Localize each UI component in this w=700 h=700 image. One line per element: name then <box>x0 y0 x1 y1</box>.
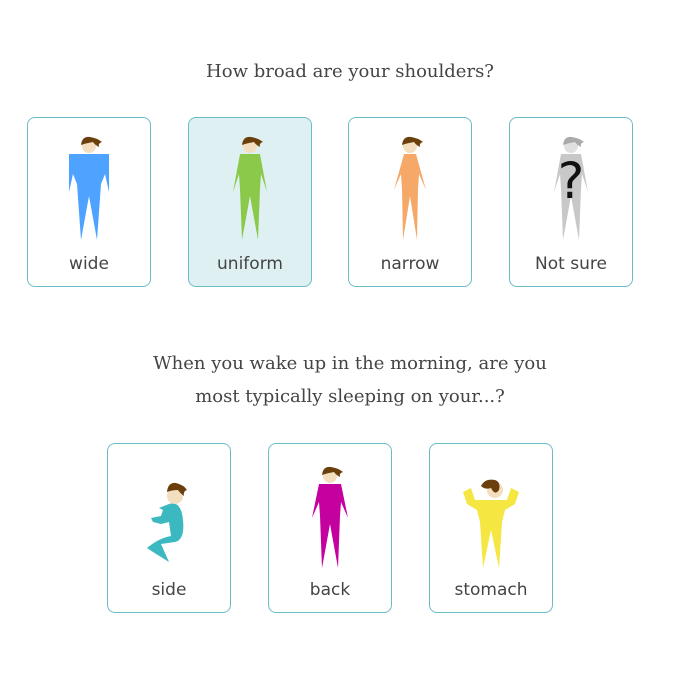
option-label: back <box>309 580 351 600</box>
option-label: side <box>151 580 187 600</box>
stomach-sleeper-figure-icon <box>461 460 521 570</box>
question-sleeping-title <box>0 347 700 413</box>
option-label: stomach <box>454 580 528 600</box>
wide-body-figure-icon <box>59 134 119 244</box>
uniform-body-figure-icon <box>220 134 280 244</box>
option-uniform[interactable] <box>188 117 312 287</box>
narrow-body-figure-icon <box>380 134 440 244</box>
option-label: wide <box>69 254 109 274</box>
question-mark-icon: ? <box>557 152 585 210</box>
side-sleeper-figure-icon <box>139 460 199 570</box>
question-shoulders-title: How broad are your shoulders? <box>206 61 494 82</box>
option-label: Not sure <box>535 254 607 274</box>
back-sleeper-figure-icon <box>300 460 360 570</box>
question-line-2: most typically sleeping on your...? <box>195 386 505 407</box>
question-line-1: When you wake up in the morning, are you <box>153 353 547 374</box>
option-label: narrow <box>380 254 440 274</box>
option-wide[interactable] <box>27 117 151 287</box>
option-stomach[interactable] <box>429 443 553 613</box>
option-narrow[interactable] <box>348 117 472 287</box>
option-back[interactable] <box>268 443 392 613</box>
option-not-sure[interactable] <box>509 117 633 287</box>
option-label: uniform <box>217 254 283 274</box>
option-side[interactable] <box>107 443 231 613</box>
